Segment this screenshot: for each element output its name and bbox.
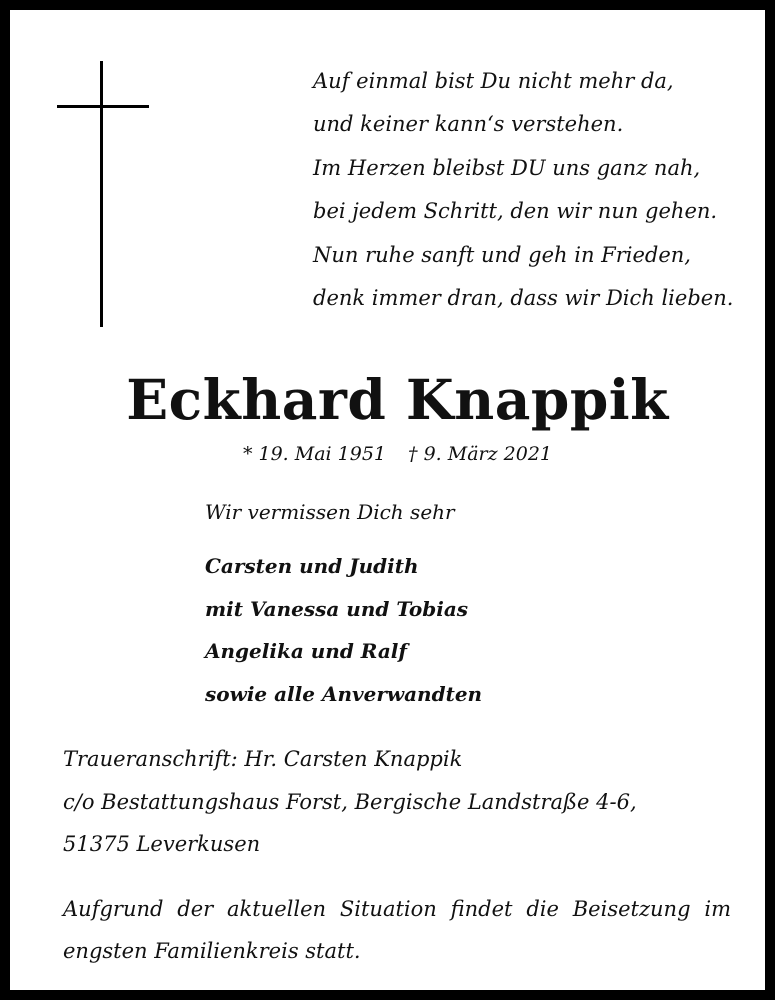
poem-line: und keiner kann‘s verstehen. bbox=[313, 112, 624, 137]
poem-line: Auf einmal bist Du nicht mehr da, bbox=[313, 69, 674, 93]
deceased-name: Eckhard Knappik bbox=[126, 367, 669, 432]
poem-line: Nun ruhe sanft und geh in Frieden, bbox=[313, 242, 691, 267]
mourner-line: Angelika und Ralf bbox=[205, 639, 408, 663]
life-dates bbox=[10, 437, 775, 471]
poem-line: denk immer dran, dass wir Dich lieben. bbox=[313, 285, 734, 310]
mourner-line: mit Vanessa und Tobias bbox=[205, 596, 469, 621]
poem-line: bei jedem Schritt, den wir nun gehen. bbox=[313, 199, 718, 224]
cross-horizontal-bar bbox=[57, 105, 149, 108]
address-line: c/o Bestattungshaus Forst, Bergische Landstraße 4-6, bbox=[63, 789, 637, 814]
mourner-line: sowie alle Anverwandten bbox=[205, 681, 483, 706]
mourners-intro: Wir vermissen Dich sehr bbox=[205, 500, 455, 524]
birth-date: * 19. Mai 1951 bbox=[242, 443, 387, 465]
mourners-list bbox=[205, 545, 482, 715]
funeral-notice: Aufgrund der aktuellen Situation findet die Beisetzung im engsten Familienkreis statt. bbox=[63, 897, 731, 963]
memorial-poem bbox=[313, 60, 733, 320]
condolence-address bbox=[63, 738, 637, 866]
address-line: 51375 Leverkusen bbox=[63, 832, 261, 856]
poem-line: Im Herzen bleibst DU uns ganz nah, bbox=[313, 155, 701, 180]
address-line: Traueranschrift: Hr. Carsten Knappik bbox=[63, 747, 463, 771]
mourner-line: Carsten und Judith bbox=[205, 554, 419, 578]
death-date: † 9. März 2021 bbox=[408, 443, 553, 465]
cross-vertical-bar bbox=[100, 61, 103, 327]
